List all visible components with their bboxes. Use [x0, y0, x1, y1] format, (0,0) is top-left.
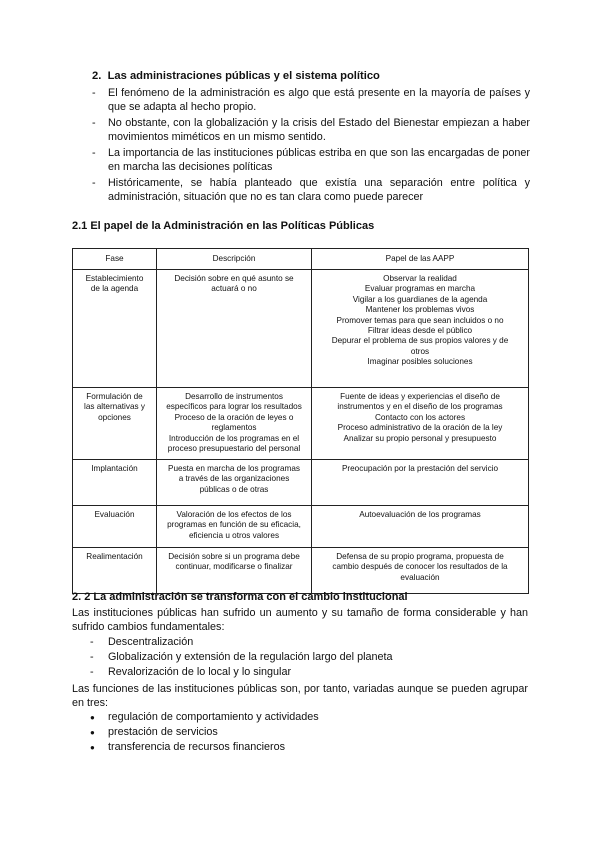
table-cell-descripcion [157, 506, 312, 548]
cell-line: Analizar su propio personal y presupuesto [343, 433, 497, 443]
cell-line: Imaginar posibles soluciones [367, 357, 473, 367]
cell-line: las alternativas y [84, 402, 145, 412]
cell-line: públicas o de otras [199, 484, 269, 494]
cell-line: específicos para lograr los resultados [166, 402, 302, 412]
cell-line: proceso presupuestario del personal [167, 444, 301, 454]
table-cell-fase [73, 460, 157, 506]
cell-line: Contacto con los actores [374, 412, 466, 422]
table-cell-descripcion [157, 388, 312, 460]
table-cell-papel [312, 388, 529, 460]
cell-line: reglamentos [211, 423, 257, 433]
table-cell-descripcion [157, 270, 312, 388]
list-item: - Revalorización de lo local y lo singular [90, 665, 393, 680]
table-cell-descripcion [157, 548, 312, 594]
cell-line: instrumentos y en el diseño de los programas [337, 402, 503, 412]
cell-line: Realimentación [86, 552, 143, 561]
section-2-2-heading: 2. 2 La administración se transforma con el cambio institucional [72, 591, 408, 603]
cell-line: otros [410, 346, 430, 356]
cell-line: a través de las organizaciones [178, 474, 290, 484]
list-item: - Globalización y extensión de la regulación largo del planeta [90, 650, 393, 665]
section-2-title: Las administraciones públicas y el sistema político [107, 70, 380, 82]
cell-line: Fuente de ideas y experiencias el diseño de [340, 392, 500, 401]
cell-line: opciones [98, 412, 131, 422]
cell-line: cambio después de conocer los resultados de la [332, 562, 508, 572]
cell-line: Promover temas para que sean incluidos o no [336, 315, 504, 325]
cell-line: Filtrar ideas desde el público [367, 326, 473, 336]
table-row [73, 548, 529, 594]
cell-line: evaluación [400, 572, 440, 582]
cell-line: Defensa de su propio programa, propuesta de [336, 552, 504, 561]
cell-line: Vigilar a los guardianes de la agenda [352, 294, 488, 304]
section-2-number: 2. [92, 70, 102, 82]
table-row [73, 270, 529, 388]
table-cell-papel [312, 460, 529, 506]
cell-line: Autoevaluación de los programas [359, 510, 481, 519]
list-item: - Descentralización [90, 635, 393, 650]
list-item: - La importancia de las instituciones públicas estriba en que son las encargadas de poner en marcha las decisiones políticas [92, 146, 530, 174]
changes-list [90, 635, 393, 680]
section-2-2-intro: Las instituciones públicas han sufrido un aumento y su tamaño de forma considerable y han sufrido cambios fundamentales: [72, 607, 528, 633]
table-cell-papel [312, 548, 529, 594]
cell-line: Proceso administrativo de la oración de la ley [337, 423, 503, 433]
table-cell-fase [73, 270, 157, 388]
list-item: - El fenómeno de la administración es algo que está presente en la mayoría de países y que se adapta al hecho propio. [92, 86, 530, 114]
list-item: - Históricamente, se había planteado que existía una separación entre política y administración, situación que no es tan clara como puede parecer [92, 176, 530, 204]
cell-line: Evaluar programas en marcha [364, 284, 476, 294]
cell-line: Mantener los problemas vivos [365, 305, 475, 315]
cell-line: programas en función de su eficacia, [167, 520, 301, 530]
cell-line: Preocupación por la prestación del servicio [341, 464, 499, 473]
list-item: ● transferencia de recursos financieros [90, 740, 319, 755]
header-descripcion: Descripción [157, 249, 312, 270]
list-item: ● regulación de comportamiento y actividades [90, 710, 319, 725]
table-cell-descripcion [157, 460, 312, 506]
list-item: - No obstante, con la globalización y la crisis del Estado del Bienestar empiezan a haber movimientos miméticos en un mismo sentido. [92, 116, 530, 144]
cell-line: Proceso de la oración de leyes o [174, 412, 294, 422]
cell-line: Decisión sobre si un programa debe [168, 552, 300, 561]
header-fase: Fase [73, 249, 157, 270]
table-cell-papel [312, 270, 529, 388]
cell-line: Evaluación [94, 510, 135, 519]
cell-line: Desarrollo de instrumentos [185, 392, 283, 401]
policy-phases-table [72, 248, 529, 594]
functions-intro: Las funciones de las instituciones públicas son, por tanto, variadas aunque se pueden agrupar en tres: [72, 683, 528, 709]
section-2-1-heading: 2.1 El papel de la Administración en las Políticas Públicas [72, 220, 375, 232]
cell-line: de la agenda [90, 284, 139, 294]
cell-line: eficiencia u otros valores [188, 530, 280, 540]
cell-line: actuará o no [211, 284, 257, 294]
section-2-bullets [92, 86, 530, 206]
table-header-row [73, 249, 529, 270]
cell-line: Introducción de los programas en el [168, 433, 300, 443]
cell-line: Implantación [91, 464, 138, 473]
cell-line: Decisión sobre en qué asunto se [174, 274, 294, 283]
table-cell-fase [73, 388, 157, 460]
table-cell-papel [312, 506, 529, 548]
cell-line: Observar la realidad [383, 274, 457, 283]
section-2-heading [92, 70, 380, 82]
list-item: ● prestación de servicios [90, 725, 319, 740]
table-cell-fase [73, 548, 157, 594]
cell-line: Depurar el problema de sus propios valores y de [331, 336, 509, 346]
cell-line: Formulación de [86, 392, 143, 401]
cell-line: continuar, modificarse o finalizar [175, 562, 293, 572]
table-row [73, 460, 529, 506]
table-cell-fase [73, 506, 157, 548]
table-row [73, 388, 529, 460]
header-papel: Papel de las AAPP [312, 249, 529, 270]
cell-line: Establecimiento [85, 274, 144, 283]
functions-list [90, 710, 319, 755]
cell-line: Valoración de los efectos de los [176, 510, 292, 519]
table-row [73, 506, 529, 548]
cell-line: Puesta en marcha de los programas [168, 464, 300, 473]
